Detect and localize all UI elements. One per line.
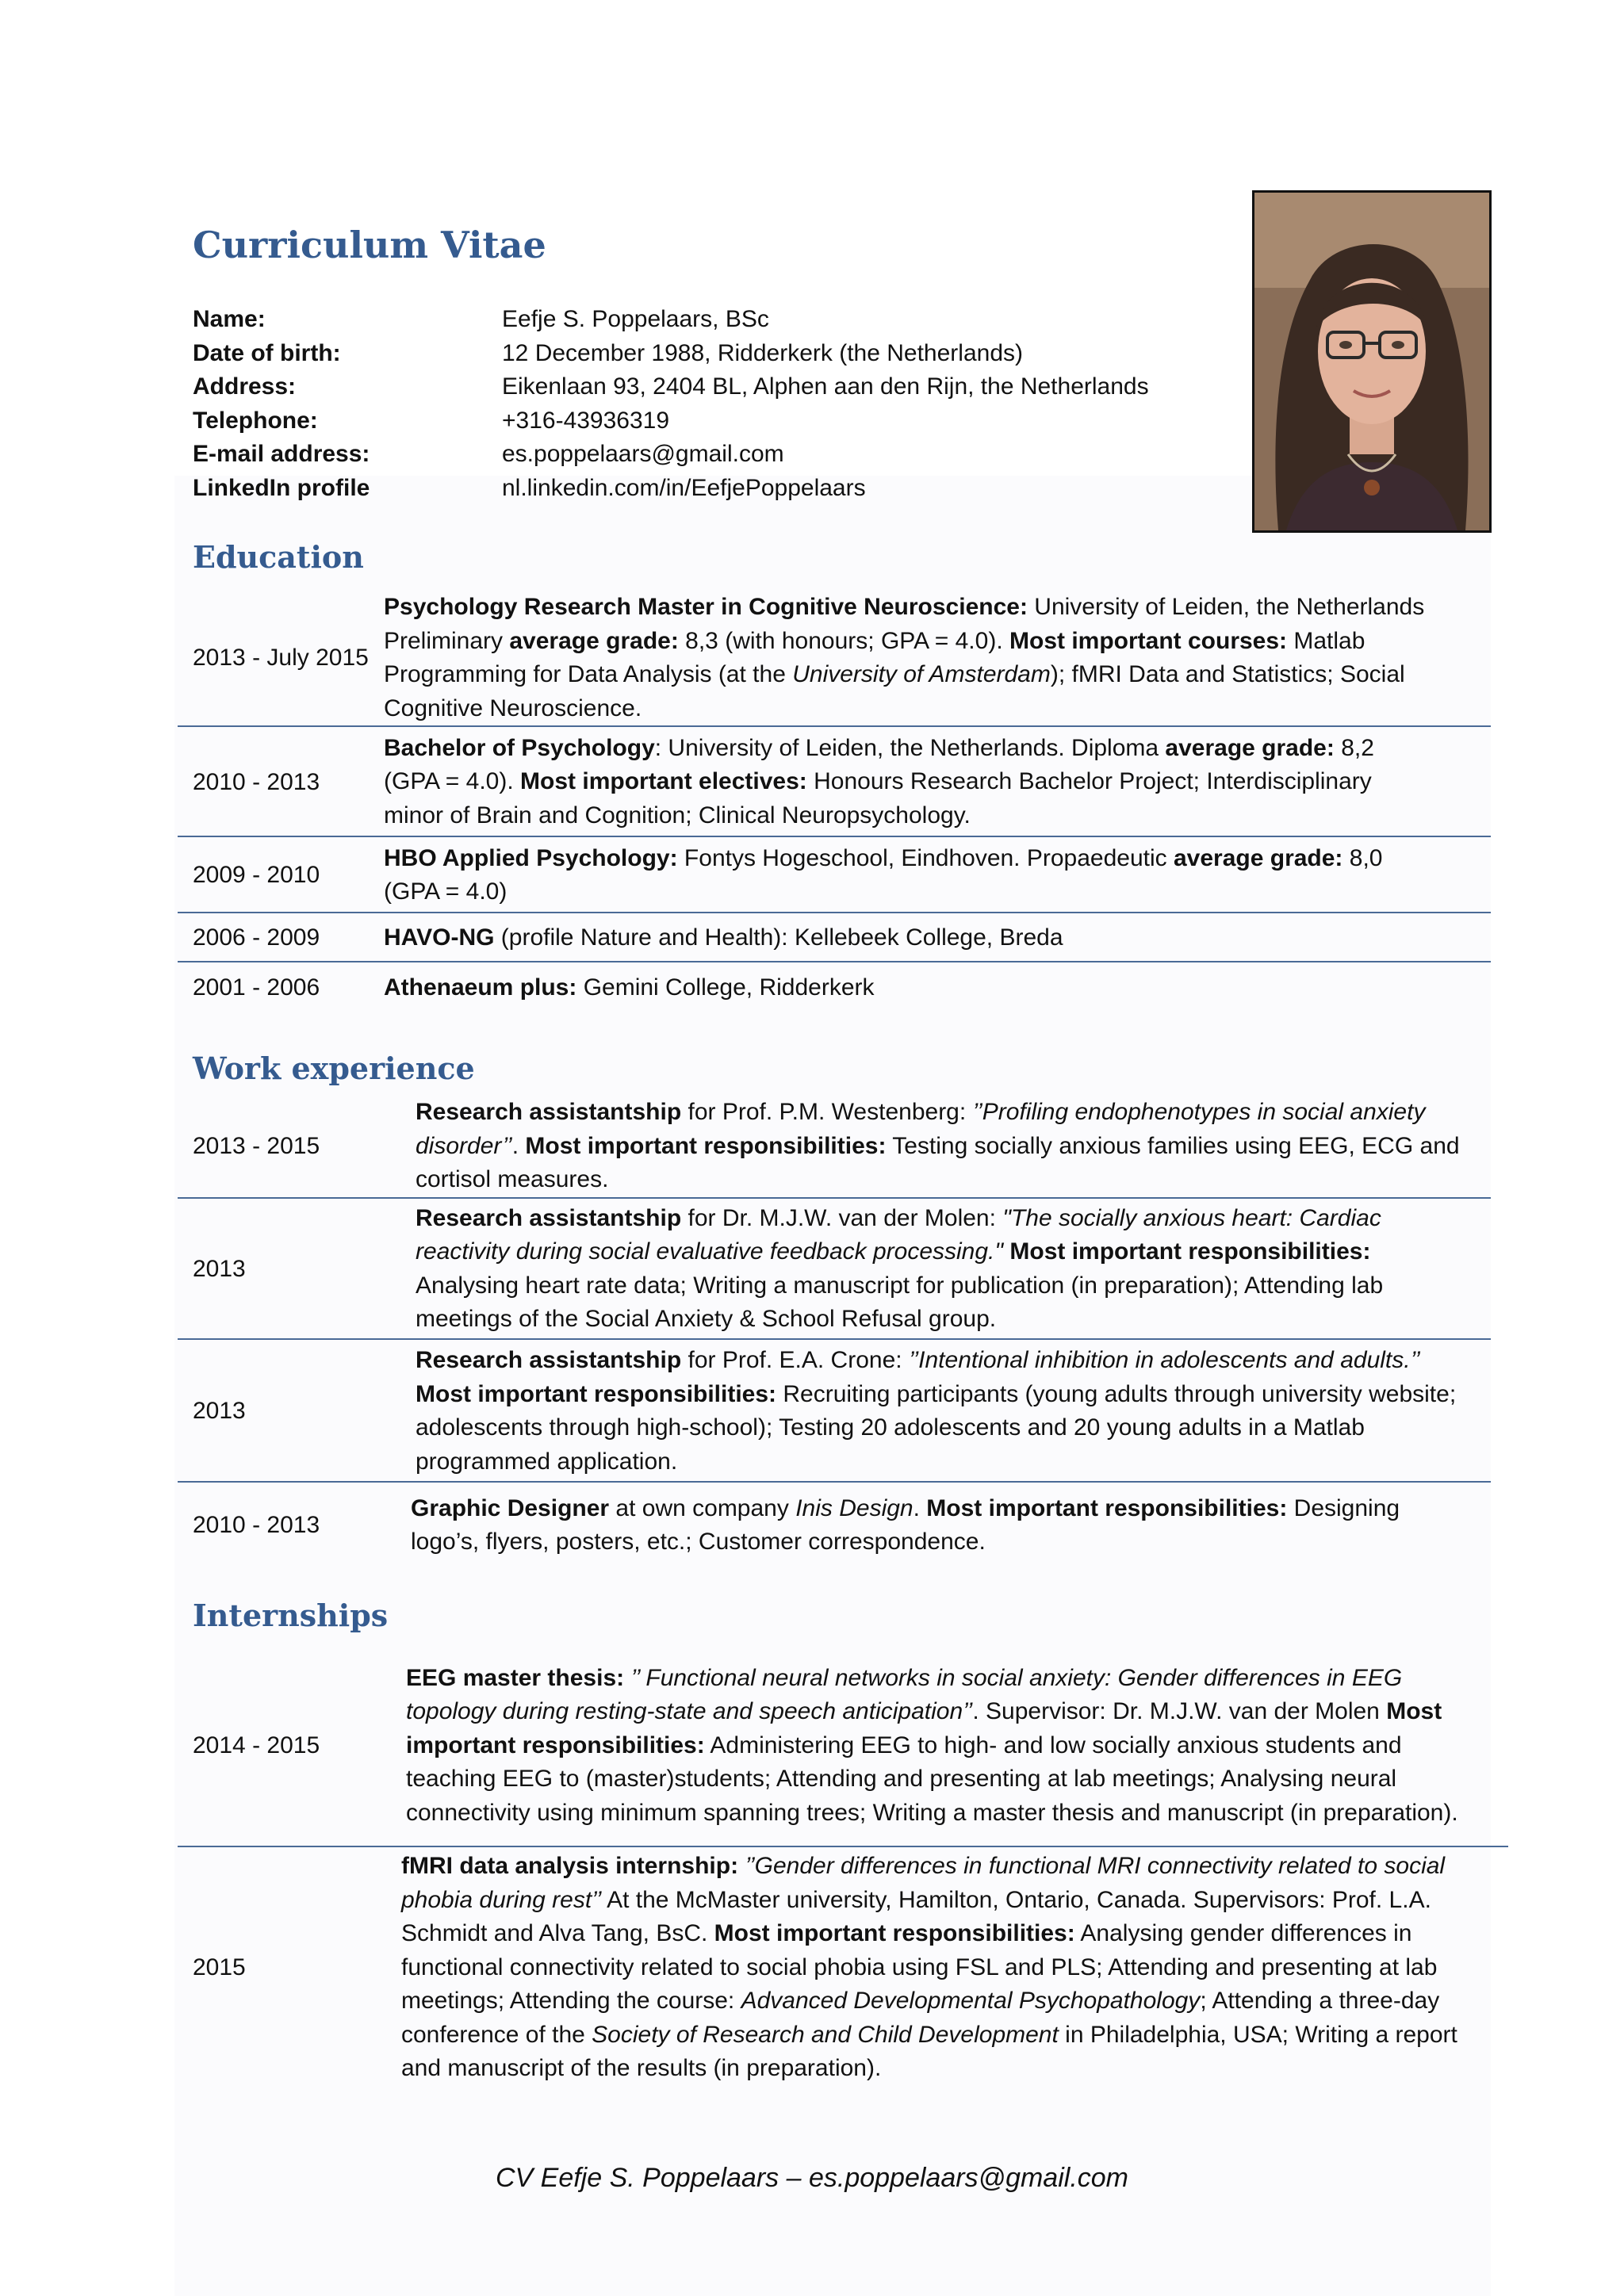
- internship-row: [178, 1849, 1508, 2087]
- education-row: [178, 839, 1491, 913]
- info-row-linkedin: [193, 472, 1149, 506]
- education-row: [178, 591, 1491, 727]
- personal-info: [193, 303, 1149, 505]
- education-row: [178, 915, 1491, 962]
- work-row: [178, 1096, 1491, 1199]
- info-value: es.poppelaars@gmail.com: [502, 441, 784, 467]
- info-label: Telephone:: [193, 407, 318, 434]
- info-row-name: [193, 303, 1149, 337]
- info-label: LinkedIn profile: [193, 474, 370, 501]
- work-date: 2013: [193, 1255, 246, 1282]
- info-value: Eikenlaan 93, 2404 BL, Alphen aan den Rijn, the Netherlands: [502, 373, 1149, 400]
- info-label: Date of birth:: [193, 339, 341, 366]
- education-date: 2013 - July 2015: [193, 645, 369, 671]
- internship-date: 2015: [193, 1954, 246, 1980]
- info-value: 12 December 1988, Ridderkerk (the Netherlands): [502, 339, 1023, 366]
- work-row: [178, 1200, 1491, 1340]
- info-label: E-mail address:: [193, 441, 370, 467]
- internship-description: fMRI data analysis internship: ’’Gender differences in functional MRI connectivity related to social phobia during rest’’ At the McMaster university, Hamilton, Ontario, Canada. Supervisors: Prof. L.A. Schmidt and Alva Tang, BsC. Most important responsibilities: Analysing gender differences in functional connectivity related to social phobia using FSL and PLS; Attending and presenting at lab meetings; Attending the course: Advanced Developmental Psychopathology; Attending a three-day conference of the Society of Research and Child Development in Philadelphia, USA; Writing a report and manuscript of the results (in preparation).: [401, 1853, 1457, 2082]
- internship-date: 2014 - 2015: [193, 1732, 320, 1758]
- info-value: nl.linkedin.com/in/EefjePoppelaars: [502, 474, 866, 501]
- internship-row: [178, 1646, 1508, 1847]
- section-title-work: Work experience: [193, 1050, 475, 1086]
- work-row: [178, 1486, 1491, 1565]
- info-row-telephone: [193, 404, 1149, 438]
- profile-photo: [1252, 190, 1492, 533]
- education-description: Athenaeum plus: Gemini College, Ridderkerk: [384, 974, 875, 1001]
- info-label: Address:: [193, 373, 297, 400]
- work-date: 2013 - 2015: [193, 1133, 320, 1159]
- section-title-education: Education: [193, 539, 364, 575]
- info-row-birth: [193, 337, 1149, 371]
- info-value: Eefje S. Poppelaars, BSc: [502, 306, 769, 332]
- section-title-internships: Internships: [193, 1598, 389, 1633]
- info-row-address: [193, 370, 1149, 404]
- work-description: Research assistantship for Prof. P.M. Westenberg: ’’Profiling endophenotypes in social anxiety disorder’’. Most important responsibilities: Testing socially anxious families using EEG, ECG and cortisol measures.: [416, 1099, 1460, 1193]
- work-row: [178, 1341, 1491, 1483]
- education-description: HBO Applied Psychology: Fontys Hogeschool, Eindhoven. Propaedeutic average grade: 8,0 (GPA = 4.0): [384, 844, 1383, 905]
- education-description: Psychology Research Master in Cognitive Neuroscience: University of Leiden, the Netherlands Preliminary average grade: 8,3 (with honours; GPA = 4.0). Most important courses: Matlab Programming for Data Analysis (at the University of Amsterdam); fMRI Data and Statistics; Social Cognitive Neuroscience.: [384, 594, 1425, 721]
- education-date: 2006 - 2009: [193, 924, 320, 951]
- internship-description: EEG master thesis: ’’ Functional neural networks in social anxiety: Gender differences in EEG topology during resting-state and speech anticipation’’. Supervisor: Dr. M.J.W. van der Molen Most important responsibilities: Administering EEG to high- and low socially anxious students and teaching EEG to (master)students; Attending and presenting at lab meetings; Analysing neural connectivity using minimum spanning trees; Writing a master thesis and manuscript (in preparation).: [406, 1664, 1458, 1826]
- education-row: [178, 966, 1491, 1010]
- portrait-image: [1254, 193, 1489, 530]
- work-date: 2010 - 2013: [193, 1512, 320, 1538]
- work-description: Research assistantship for Prof. E.A. Crone: ’’Intentional inhibition in adolescents and adults.’’ Most important responsibilities: Recruiting participants (young adults through university website; adolescents through high-school); Testing 20 adolescents and 20 young adults in a Matlab programmed application.: [416, 1347, 1457, 1475]
- education-date: 2010 - 2013: [193, 768, 320, 795]
- education-description: Bachelor of Psychology: University of Leiden, the Netherlands. Diploma average grade: 8,2 (GPA = 4.0). Most important electives: Honours Research Bachelor Project; Interdisciplinary minor of Brain and Cognition; Clinical Neuropsychology.: [384, 734, 1374, 828]
- info-value: +316-43936319: [502, 407, 670, 434]
- work-description: Research assistantship for Dr. M.J.W. van der Molen: "The socially anxious heart: Cardiac reactivity during social evaluative feedback processing." Most important responsibilities: Analysing heart rate data; Writing a manuscript for publication (in preparation); Attending lab meetings of the Social Anxiety & School Refusal group.: [416, 1204, 1384, 1332]
- education-date: 2009 - 2010: [193, 862, 320, 888]
- education-date: 2001 - 2006: [193, 974, 320, 1001]
- info-label: Name:: [193, 306, 266, 332]
- page-title: Curriculum Vitae: [193, 224, 546, 266]
- info-row-email: [193, 438, 1149, 472]
- education-row: [178, 729, 1491, 837]
- work-description: Graphic Designer at own company Inis Design. Most important responsibilities: Designing logo’s, flyers, posters, etc.; Customer correspondence.: [411, 1494, 1400, 1555]
- education-description: HAVO-NG (profile Nature and Health): Kellebeek College, Breda: [384, 924, 1063, 951]
- page-footer: CV Eefje S. Poppelaars – es.poppelaars@gmail.com: [495, 2163, 1129, 2193]
- work-date: 2013: [193, 1398, 246, 1424]
